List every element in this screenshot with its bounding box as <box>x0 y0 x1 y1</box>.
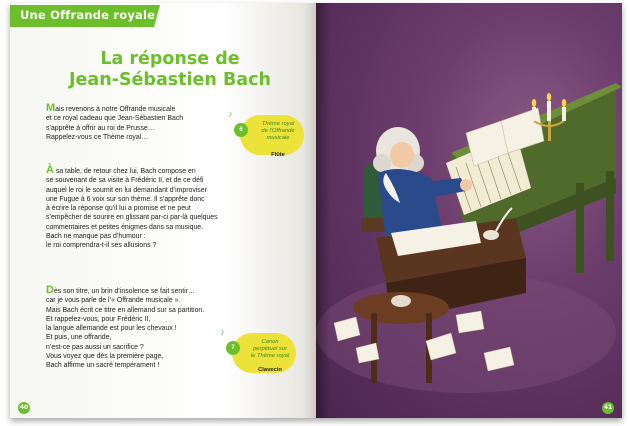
paragraph-line: le roi comprendra-t-il ses allusions ? <box>46 242 157 250</box>
paragraph-line: Et puis, une offrande, <box>46 334 112 342</box>
book-spread <box>10 3 622 418</box>
left-page <box>10 3 316 418</box>
note-caption <box>254 121 302 142</box>
audio-note-1 <box>228 109 304 158</box>
right-page <box>316 3 622 418</box>
paragraph-line: auquel le roi le soumit en lui demandant d’improviser <box>46 186 207 194</box>
note-line: perpétuel sur <box>253 346 287 352</box>
dropcap: À <box>46 164 54 176</box>
note-line: Canon <box>261 339 279 345</box>
paragraph-line: se souvenant de sa visite à Frédéric II, et de ce défi <box>46 177 204 185</box>
title-line-2: Jean-Sébastien Bach <box>69 70 271 90</box>
page-number-right: 41 <box>602 402 614 414</box>
paragraph-line: s’apprête à offrir au roi de Prusse… <box>46 124 155 132</box>
note-instrument: Clavecin <box>258 367 282 373</box>
paragraph-line: commentaires et petites énigmes dans sa musique. <box>46 223 204 231</box>
page-number-left: 40 <box>18 402 30 414</box>
paragraph-line: Rappelez-vous ce Thème royal… <box>46 133 149 141</box>
paragraph-line: sa table, de retour chez lui, Bach compose en <box>53 168 196 175</box>
paragraph-line: car je vous parle de l’« Offrande musicale ». <box>46 297 181 305</box>
paragraph-line: Mais Bach écrit ce titre en allemand sur sa partition. <box>46 306 205 314</box>
music-note-icon: ♪ <box>228 109 233 119</box>
track-number-badge: 7 <box>226 341 240 355</box>
audio-note-2 <box>220 327 296 373</box>
track-number-badge: 6 <box>234 123 248 137</box>
note-caption <box>246 339 294 360</box>
paragraph-line: Vous voyez que dès la première page, <box>46 353 164 361</box>
paragraph-line: n’est-ce pas aussi un sacrifice ? <box>46 343 144 351</box>
paragraph-line: Et rappelez-vous, pour Frédéric II, <box>46 315 151 323</box>
paragraph-2 <box>46 166 251 251</box>
note-line: musicale <box>266 135 290 141</box>
paragraph-line: et ce royal cadeau que Jean-Sébastien Bach <box>46 115 184 123</box>
paragraph-1 <box>46 104 251 142</box>
title-line-1: La réponse de <box>100 49 240 69</box>
paragraph-line: s’empêcher de sourire en glissant par-ci par-là quelques <box>46 214 218 222</box>
paragraph-line: Bach ne manque pas d’humour : <box>46 233 146 241</box>
note-line: Thème royal <box>261 121 295 127</box>
paragraph-line: ès son titre, un brin d’insolence se fait sentir… <box>53 288 195 295</box>
paragraph-line: la langue allemande est pour les chevaux ! <box>46 325 177 333</box>
dropcap: D <box>46 284 54 296</box>
note-line: de l’Offrande <box>261 128 295 134</box>
spine-shadow <box>316 3 330 418</box>
section-header: Une Offrande royale <box>20 8 156 22</box>
paragraph-line: une Fugue à 6 voix sur son thème. Il s’apprête donc <box>46 195 205 203</box>
paragraph-line: Bach affirme un sacré tempérament ! <box>46 362 160 370</box>
bach-illustration <box>316 3 622 418</box>
dropcap: M <box>46 102 56 114</box>
page-title <box>50 49 290 91</box>
note-line: le Thème royal <box>250 353 290 359</box>
music-note-icon: ♪ <box>220 327 225 337</box>
paragraph-line: ais revenons à notre Offrande musicale <box>55 106 176 113</box>
paragraph-line: à écrire la réponse qu’il lui a promise et ne peut <box>46 205 191 213</box>
note-instrument: Flûte <box>271 152 285 158</box>
